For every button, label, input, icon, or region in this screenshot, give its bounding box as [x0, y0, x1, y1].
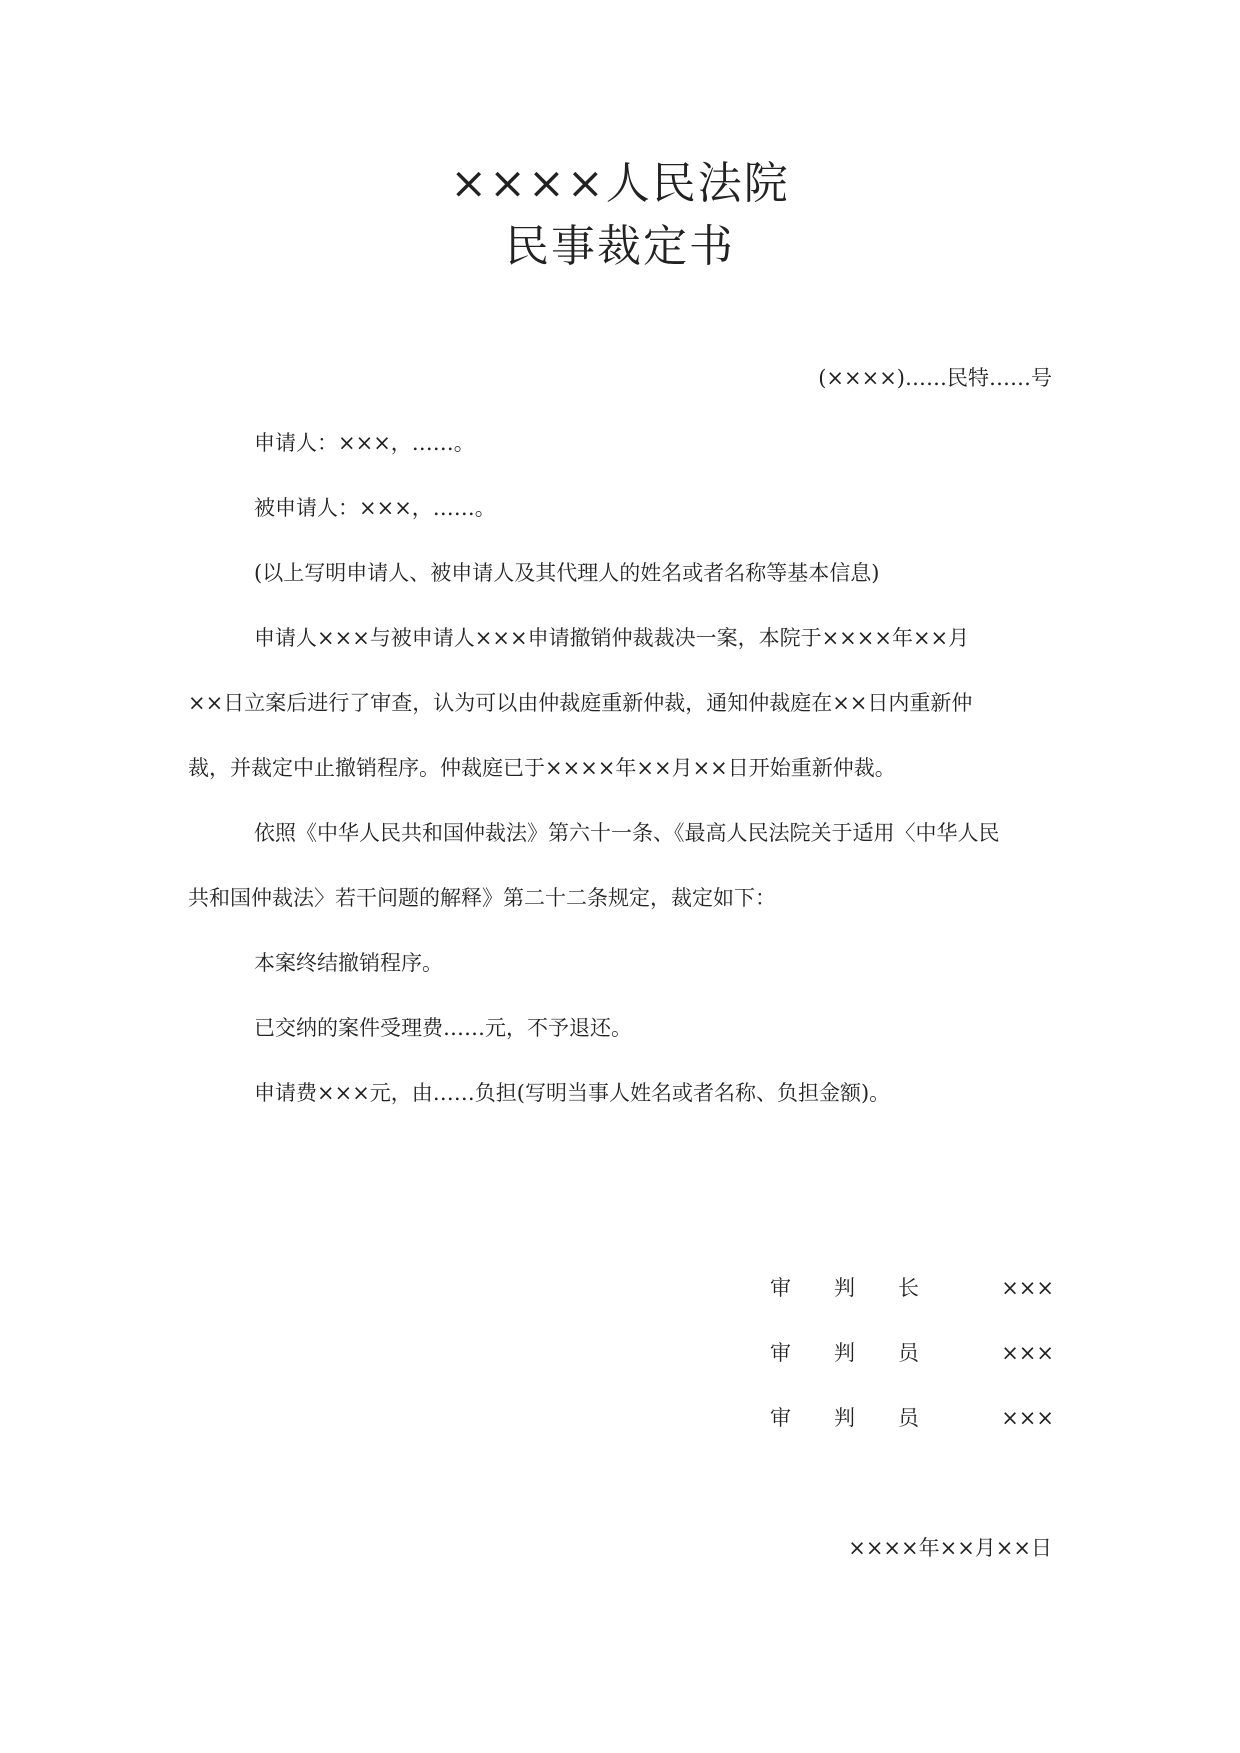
ruling-date: ××××年××月××日	[848, 1536, 1052, 1560]
signature-title-char: 员	[898, 1341, 919, 1365]
signature-title-char: 员	[898, 1406, 919, 1430]
facts-paragraph-line-1: 申请人×××与被申请人×××申请撤销仲裁裁决一案，本院于××××年××月	[254, 626, 970, 650]
signature-judge-1	[770, 1337, 1054, 1369]
legal-basis-line-2: 共和国仲裁法〉若干问题的解释》第二十二条规定，裁定如下：	[188, 886, 776, 910]
facts-paragraph-line-3: 裁，并裁定中止撤销程序。仲裁庭已于××××年××月××日开始重新仲裁。	[188, 756, 896, 780]
signature-title-char: 审	[770, 1341, 791, 1365]
respondent-line: 被申请人：×××，……。	[254, 496, 496, 520]
signature-title-char: 审	[770, 1406, 791, 1430]
document-type-title: 民事裁定书	[505, 221, 735, 272]
signature-title-char: 判	[834, 1341, 855, 1365]
signature-judge-2	[770, 1402, 1054, 1434]
signature-name: ×××	[1001, 1276, 1054, 1300]
signature-title-char: 判	[834, 1276, 855, 1300]
ruling-item-3: 申请费×××元，由……负担(写明当事人姓名或者名称、负担金额)。	[254, 1081, 891, 1105]
signature-title-char: 长	[898, 1276, 919, 1300]
case-number: (××××)……民特……号	[818, 366, 1052, 390]
legal-basis-line-1: 依照《中华人民共和国仲裁法》第六十一条、《最高人民法院关于适用〈中华人民	[254, 821, 1000, 845]
signature-title-char: 审	[770, 1276, 791, 1300]
facts-paragraph-line-2: ××日立案后进行了审查，认为可以由仲裁庭重新仲裁，通知仲裁庭在××日内重新仲	[188, 691, 973, 715]
signature-name: ×××	[1001, 1341, 1054, 1365]
signature-presiding-judge	[770, 1272, 1054, 1304]
ruling-item-1: 本案终结撤销程序。	[254, 951, 443, 975]
signature-title-char: 判	[834, 1406, 855, 1430]
signature-name: ×××	[1001, 1406, 1054, 1430]
applicant-line: 申请人：×××，……。	[254, 431, 475, 455]
parties-note: (以上写明申请人、被申请人及其代理人的姓名或者名称等基本信息)	[254, 561, 880, 585]
ruling-item-2: 已交纳的案件受理费……元，不予退还。	[254, 1016, 632, 1040]
court-name-title: ××××人民法院	[450, 158, 790, 209]
